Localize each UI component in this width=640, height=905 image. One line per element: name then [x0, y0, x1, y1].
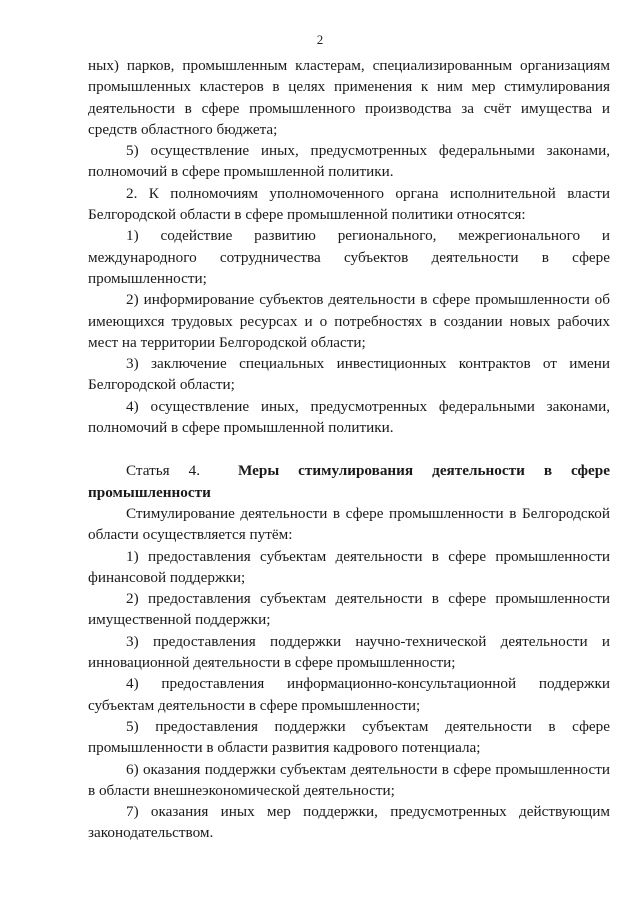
paragraph: 3) заключение специальных инвестиционных контрактов от имени Белгородской области;	[88, 355, 610, 394]
list-item: 5) предоставления поддержки субъектам деятельности в сфере промышленности в области развития кадрового потенциала;	[88, 717, 610, 757]
list-item: 4) предоставления информационно-консультационной поддержки субъектам деятельности в сфере промышленности;	[88, 675, 610, 714]
document-body	[88, 55, 610, 844]
paragraph: ных) парков, промышленным кластерам, специализированным организациям промышленных кластеров в целях применения к ним мер стимулирования деятельности в сфере промышленного производства за счёт имущества и средств областного бюджета;	[88, 57, 610, 138]
list-item: 2) предоставления субъектам деятельности в сфере промышленности имущественной поддержки;	[88, 590, 610, 629]
paragraph: 4) осуществление иных, предусмотренных федеральными законами, полномочий в сфере промышленной политики.	[88, 397, 610, 437]
list-item: 1) предоставления субъектам деятельности в сфере промышленности финансовой поддержки;	[88, 547, 610, 586]
article-heading	[88, 460, 610, 503]
list-item: 6) оказания поддержки субъектам деятельности в сфере промышленности в области внешнеэкономической деятельности;	[88, 760, 610, 799]
list-item: 3) предоставления поддержки научно-технической деятельности и инновационной деятельности в сфере промышленности;	[88, 632, 610, 672]
paragraph: 2) информирование субъектов деятельности в сфере промышленности об имеющихся трудовых ресурсах и о потребностях в создании новых рабочих мест на территории Белгородской области;	[88, 291, 610, 351]
article-number: Статья 4.	[126, 462, 201, 480]
paragraph: 5) осуществление иных, предусмотренных федеральными законами, полномочий в сфере промышленной политики.	[88, 142, 610, 181]
article-title: Меры стимулирования деятельности в сфере промышленности	[88, 462, 610, 501]
paragraph: Стимулирование деятельности в сфере промышленности в Белгородской области осуществляется путём:	[88, 504, 610, 544]
paragraph: 1) содействие развитию регионального, межрегионального и международного сотрудничества субъектов деятельности в сфере промышленности;	[88, 227, 610, 287]
page-number: 2	[316, 32, 324, 47]
list-item: 7) оказания иных мер поддержки, предусмотренных действующим законодательством.	[88, 803, 610, 842]
paragraph: 2. К полномочиям уполномоченного органа исполнительной власти Белгородской области в сфере промышленной политики относятся:	[88, 184, 610, 224]
